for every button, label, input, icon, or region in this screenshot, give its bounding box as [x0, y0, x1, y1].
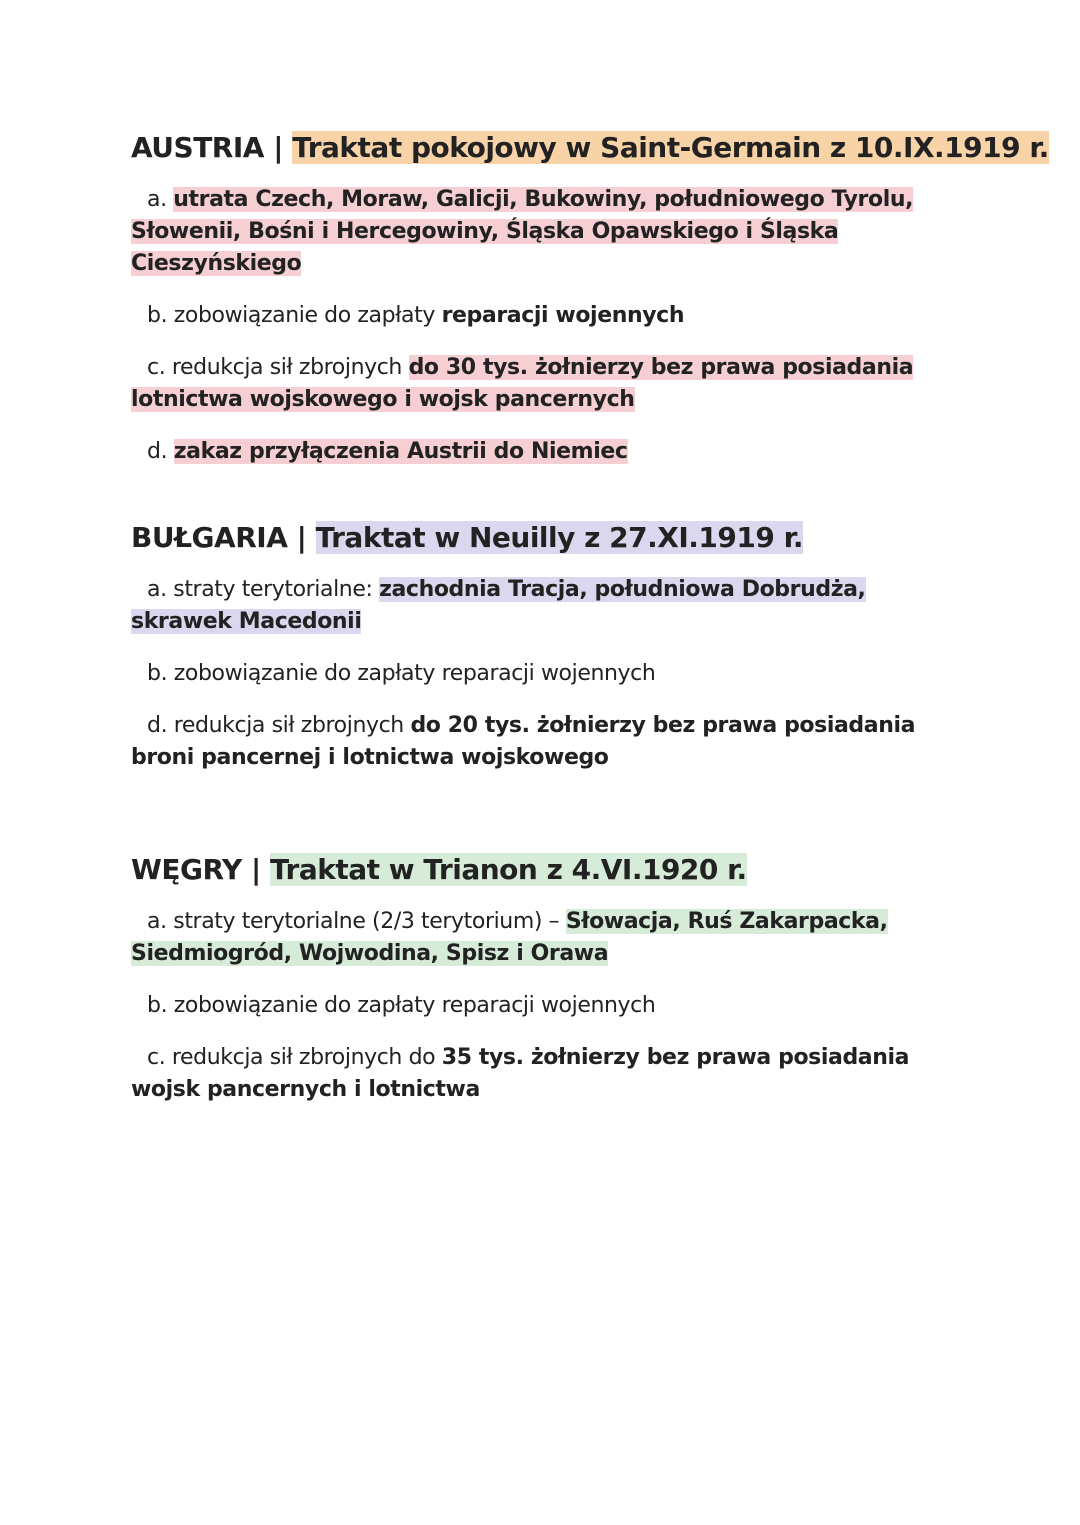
- austria-item-a-highlight: utrata Czech, Moraw, Galicji, Bukowiny, południowego Tyrolu, Słowenii, Bośni i Hercegowiny, Śląska Opawskiego i Śląska Cieszyńskiego: [131, 187, 914, 276]
- austria-item-c-highlight: do 30 tys. żołnierzy bez prawa posiadania lotnictwa wojskowego i wojsk pancernych: [131, 355, 914, 412]
- bulgaria-treaty: Traktat w Neuilly z 27.XI.1919 r.: [315, 521, 804, 554]
- bulgaria-section: [131, 520, 951, 774]
- bulgaria-heading: [131, 520, 951, 556]
- austria-country: AUSTRIA |: [131, 131, 283, 164]
- bulgaria-country: BUŁGARIA |: [131, 521, 307, 554]
- austria-item-b-bold: reparacji wojennych: [441, 303, 685, 328]
- austria-treaty: Traktat pokojowy w Saint-Germain z 10.IX.1919 r.: [292, 131, 1049, 164]
- hungary-item-a: a. straty terytorialne (2/3 terytorium) – Słowacja, Ruś Zakarpacka, Siedmiogród, Wojwodina, Spisz i Orawa: [131, 909, 888, 966]
- bulgaria-item-b: b. zobowiązanie do zapłaty reparacji wojennych: [147, 661, 656, 686]
- austria-item-d-highlight: zakaz przyłączenia Austrii do Niemiec: [173, 439, 628, 464]
- bulgaria-item-d-bold: do 20 tys. żołnierzy bez prawa posiadania broni pancernej i lotnictwa wojskowego: [131, 713, 916, 770]
- hungary-country: WĘGRY |: [131, 853, 261, 886]
- austria-heading: [131, 130, 1049, 166]
- hungary-item-c-bold: 35 tys. żołnierzy bez prawa posiadania wojsk pancernych i lotnictwa: [131, 1045, 910, 1102]
- austria-item-a: a. utrata Czech, Moraw, Galicji, Bukowiny, południowego Tyrolu, Słowenii, Bośni i Hercegowiny, Śląska Opawskiego i Śląska Cieszyńskiego: [131, 187, 914, 276]
- austria-item-d: d. zakaz przyłączenia Austrii do Niemiec: [147, 439, 628, 464]
- austria-item-b: b. zobowiązanie do zapłaty reparacji wojennych: [147, 303, 685, 328]
- bulgaria-item-a: a. straty terytorialne: zachodnia Tracja, południowa Dobrudża, skrawek Macedonii: [131, 577, 866, 634]
- bulgaria-item-a-highlight: zachodnia Tracja, południowa Dobrudża, skrawek Macedonii: [131, 577, 866, 634]
- austria-item-c: c. redukcja sił zbrojnych do 30 tys. żołnierzy bez prawa posiadania lotnictwa wojskowego i wojsk pancernych: [131, 355, 914, 412]
- hungary-item-a-highlight: Słowacja, Ruś Zakarpacka, Siedmiogród, Wojwodina, Spisz i Orawa: [131, 909, 888, 966]
- austria-section: [131, 130, 1049, 468]
- hungary-section: [131, 852, 951, 1106]
- hungary-heading: [131, 852, 951, 888]
- hungary-item-b: b. zobowiązanie do zapłaty reparacji wojennych: [147, 993, 656, 1018]
- hungary-item-c: c. redukcja sił zbrojnych do 35 tys. żołnierzy bez prawa posiadania wojsk pancernych i lotnictwa: [131, 1045, 910, 1102]
- bulgaria-item-d: d. redukcja sił zbrojnych do 20 tys. żołnierzy bez prawa posiadania broni pancernej i lotnictwa wojskowego: [131, 713, 916, 770]
- hungary-treaty: Traktat w Trianon z 4.VI.1920 r.: [270, 853, 747, 886]
